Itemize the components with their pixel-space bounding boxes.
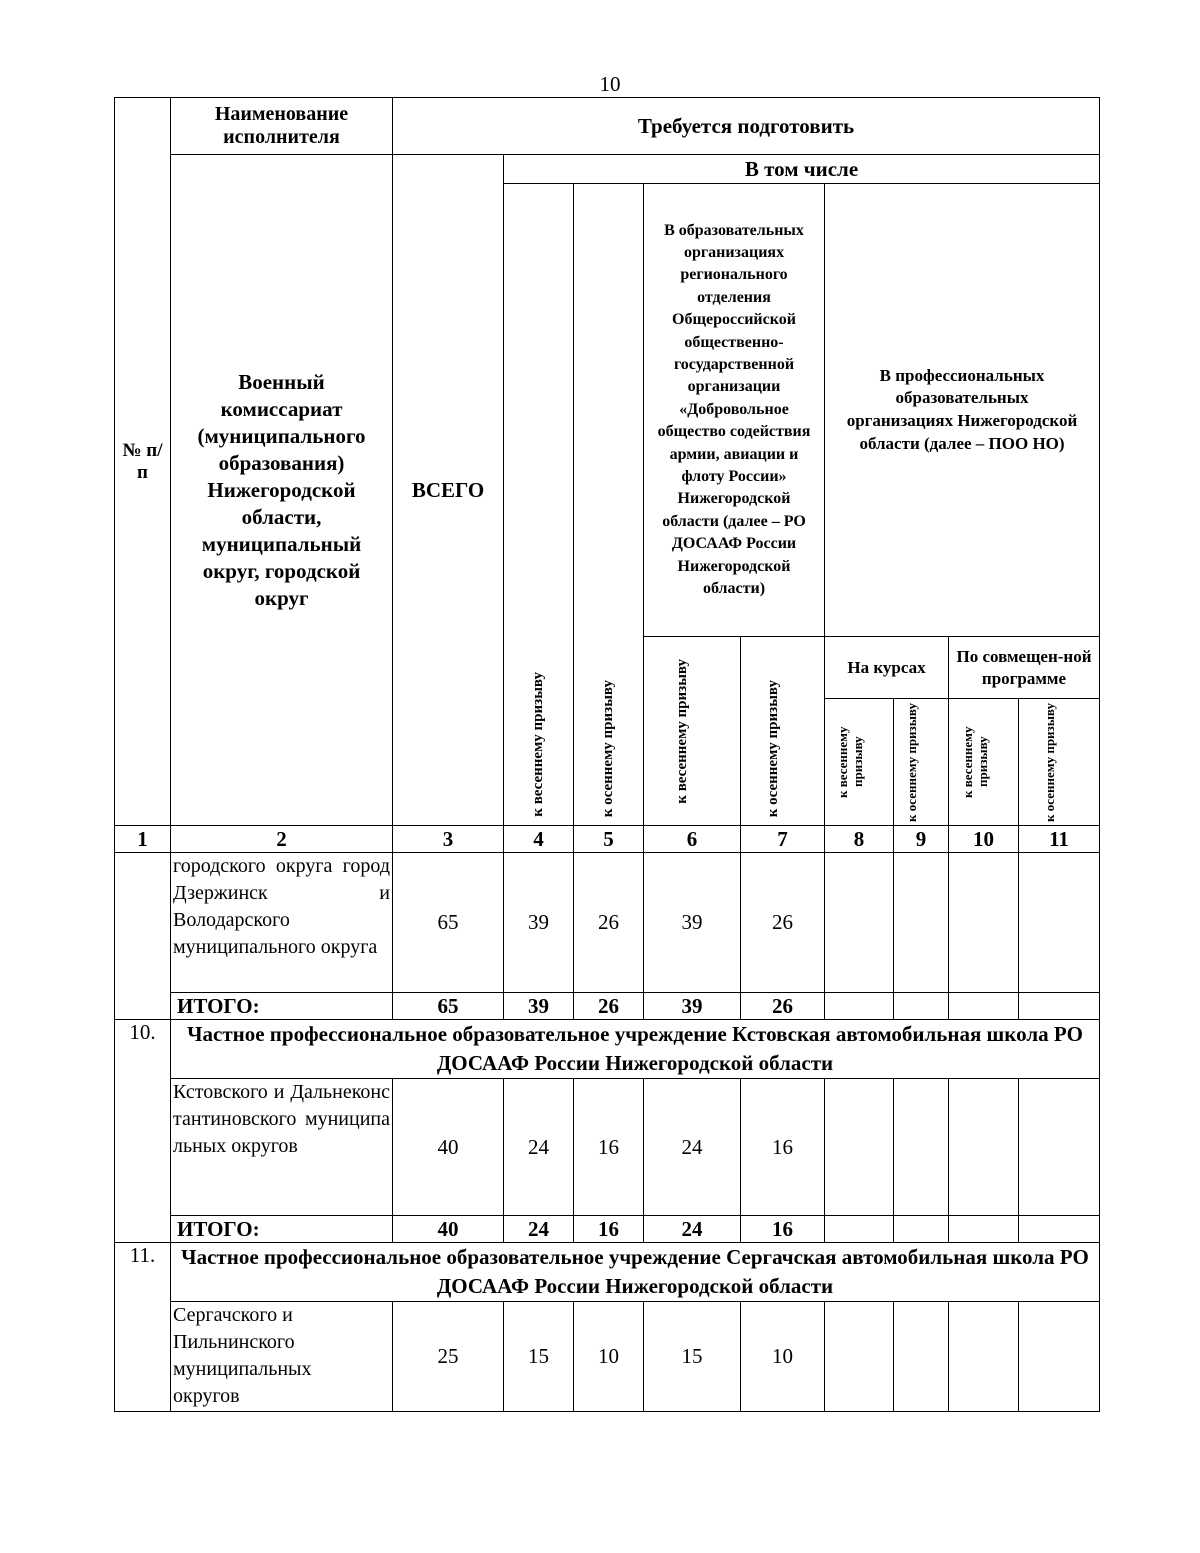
cell-empty (825, 853, 894, 993)
cell-empty (825, 1079, 894, 1216)
total-value: 40 (393, 1216, 504, 1243)
cell-value: 25 (393, 1302, 504, 1412)
col-header-total: ВСЕГО (393, 155, 504, 826)
table-row (115, 853, 1100, 993)
cell-value: 10 (741, 1302, 825, 1412)
total-label: ИТОГО: (171, 1216, 393, 1243)
col-header-required: Требуется подготовить (393, 98, 1100, 155)
col-header-including: В том числе (504, 155, 1100, 184)
col-header-num: № п/п (115, 98, 171, 826)
cell-empty (949, 993, 1019, 1020)
cell-value: 15 (504, 1302, 574, 1412)
cell-empty (949, 1216, 1019, 1243)
cell-empty (1019, 1216, 1100, 1243)
col-header-dosaaf: В образовательных организациях регионального отделения Общероссийской общественно-государственной организации «Добровольное общество содействия армии, авиации и флоту России» Нижегородской области (далее – РО ДОСААФ России Нижегородской области) (644, 184, 825, 637)
executor-name: Кстовского и Дальнеконстантиновского муниципальных округов (171, 1079, 393, 1216)
cell-value: 15 (644, 1302, 741, 1412)
section-index: 10. (115, 1020, 171, 1243)
cell-empty (949, 1079, 1019, 1216)
col-header-combined-spring: к весеннему призыву (949, 699, 1019, 826)
page-number: 10 (599, 72, 621, 96)
cell-value: 39 (644, 853, 741, 993)
cell-value: 24 (504, 1079, 574, 1216)
col-header-dosaaf-autumn: к осеннему призыву (741, 637, 825, 826)
col-header-combined-autumn: к осеннему призыву (1019, 699, 1100, 826)
total-value: 65 (393, 993, 504, 1020)
total-value: 16 (574, 1216, 644, 1243)
col-header-commissariat: Военный комиссариат (муниципального образования) Нижегородской области, муниципальный округ, городской округ (171, 155, 393, 826)
col-number: 6 (644, 826, 741, 853)
total-value: 26 (741, 993, 825, 1020)
col-header-autumn: к осеннему призыву (574, 184, 644, 826)
cell-value: 24 (644, 1079, 741, 1216)
cell-value: 16 (574, 1079, 644, 1216)
cell-value: 10 (574, 1302, 644, 1412)
executor-name: Сергачского и Пильнинского муниципальных округов (171, 1302, 393, 1412)
col-number: 10 (949, 826, 1019, 853)
total-row (115, 993, 1100, 1020)
col-number: 11 (1019, 826, 1100, 853)
col-header-combined: По совмещен-ной программе (949, 637, 1100, 699)
cell-value: 40 (393, 1079, 504, 1216)
row-index (115, 853, 171, 1020)
section-title: Частное профессиональное образовательное учреждение Кстовская автомобильная школа РО ДОСААФ России Нижегородской области (171, 1020, 1100, 1079)
col-header-courses-spring: к весеннему призыву (825, 699, 894, 826)
total-value: 39 (504, 993, 574, 1020)
cell-value: 39 (504, 853, 574, 993)
cell-empty (894, 853, 949, 993)
column-numbers-row (115, 826, 1100, 853)
total-value: 24 (504, 1216, 574, 1243)
table-row (115, 1079, 1100, 1216)
col-number: 4 (504, 826, 574, 853)
table-row (115, 1302, 1100, 1412)
col-header-spring: к весеннему призыву (504, 184, 574, 826)
training-table (114, 97, 1100, 1412)
cell-empty (1019, 1302, 1100, 1412)
col-number: 7 (741, 826, 825, 853)
col-number: 2 (171, 826, 393, 853)
cell-value: 16 (741, 1079, 825, 1216)
cell-empty (825, 1302, 894, 1412)
col-header-dosaaf-spring: к весеннему призыву (644, 637, 741, 826)
col-number: 1 (115, 826, 171, 853)
col-number: 9 (894, 826, 949, 853)
section-title: Частное профессиональное образовательное учреждение Сергачская автомобильная школа РО ДОСААФ России Нижегородской области (171, 1243, 1100, 1302)
col-header-poo: В профессиональных образовательных организациях Нижегородской области (далее – ПОО НО) (825, 184, 1100, 637)
cell-empty (825, 1216, 894, 1243)
cell-empty (1019, 853, 1100, 993)
cell-value: 65 (393, 853, 504, 993)
cell-value: 26 (574, 853, 644, 993)
cell-empty (894, 1302, 949, 1412)
section-header-row (115, 1243, 1100, 1302)
executor-name: городского округа город Дзержинск и Володарского муниципального округа (171, 853, 393, 993)
cell-empty (1019, 1079, 1100, 1216)
cell-empty (949, 853, 1019, 993)
total-value: 39 (644, 993, 741, 1020)
total-value: 16 (741, 1216, 825, 1243)
total-row (115, 1216, 1100, 1243)
total-value: 24 (644, 1216, 741, 1243)
col-number: 8 (825, 826, 894, 853)
cell-empty (825, 993, 894, 1020)
col-header-courses: На курсах (825, 637, 949, 699)
cell-empty (894, 1216, 949, 1243)
col-header-courses-autumn: к осеннему призыву (894, 699, 949, 826)
section-index: 11. (115, 1243, 171, 1412)
cell-empty (1019, 993, 1100, 1020)
section-header-row (115, 1020, 1100, 1079)
col-number: 3 (393, 826, 504, 853)
total-value: 26 (574, 993, 644, 1020)
cell-empty (894, 993, 949, 1020)
col-number: 5 (574, 826, 644, 853)
cell-empty (949, 1302, 1019, 1412)
cell-value: 26 (741, 853, 825, 993)
cell-empty (894, 1079, 949, 1216)
total-label: ИТОГО: (171, 993, 393, 1020)
col-header-executor: Наименование исполнителя (171, 98, 393, 155)
